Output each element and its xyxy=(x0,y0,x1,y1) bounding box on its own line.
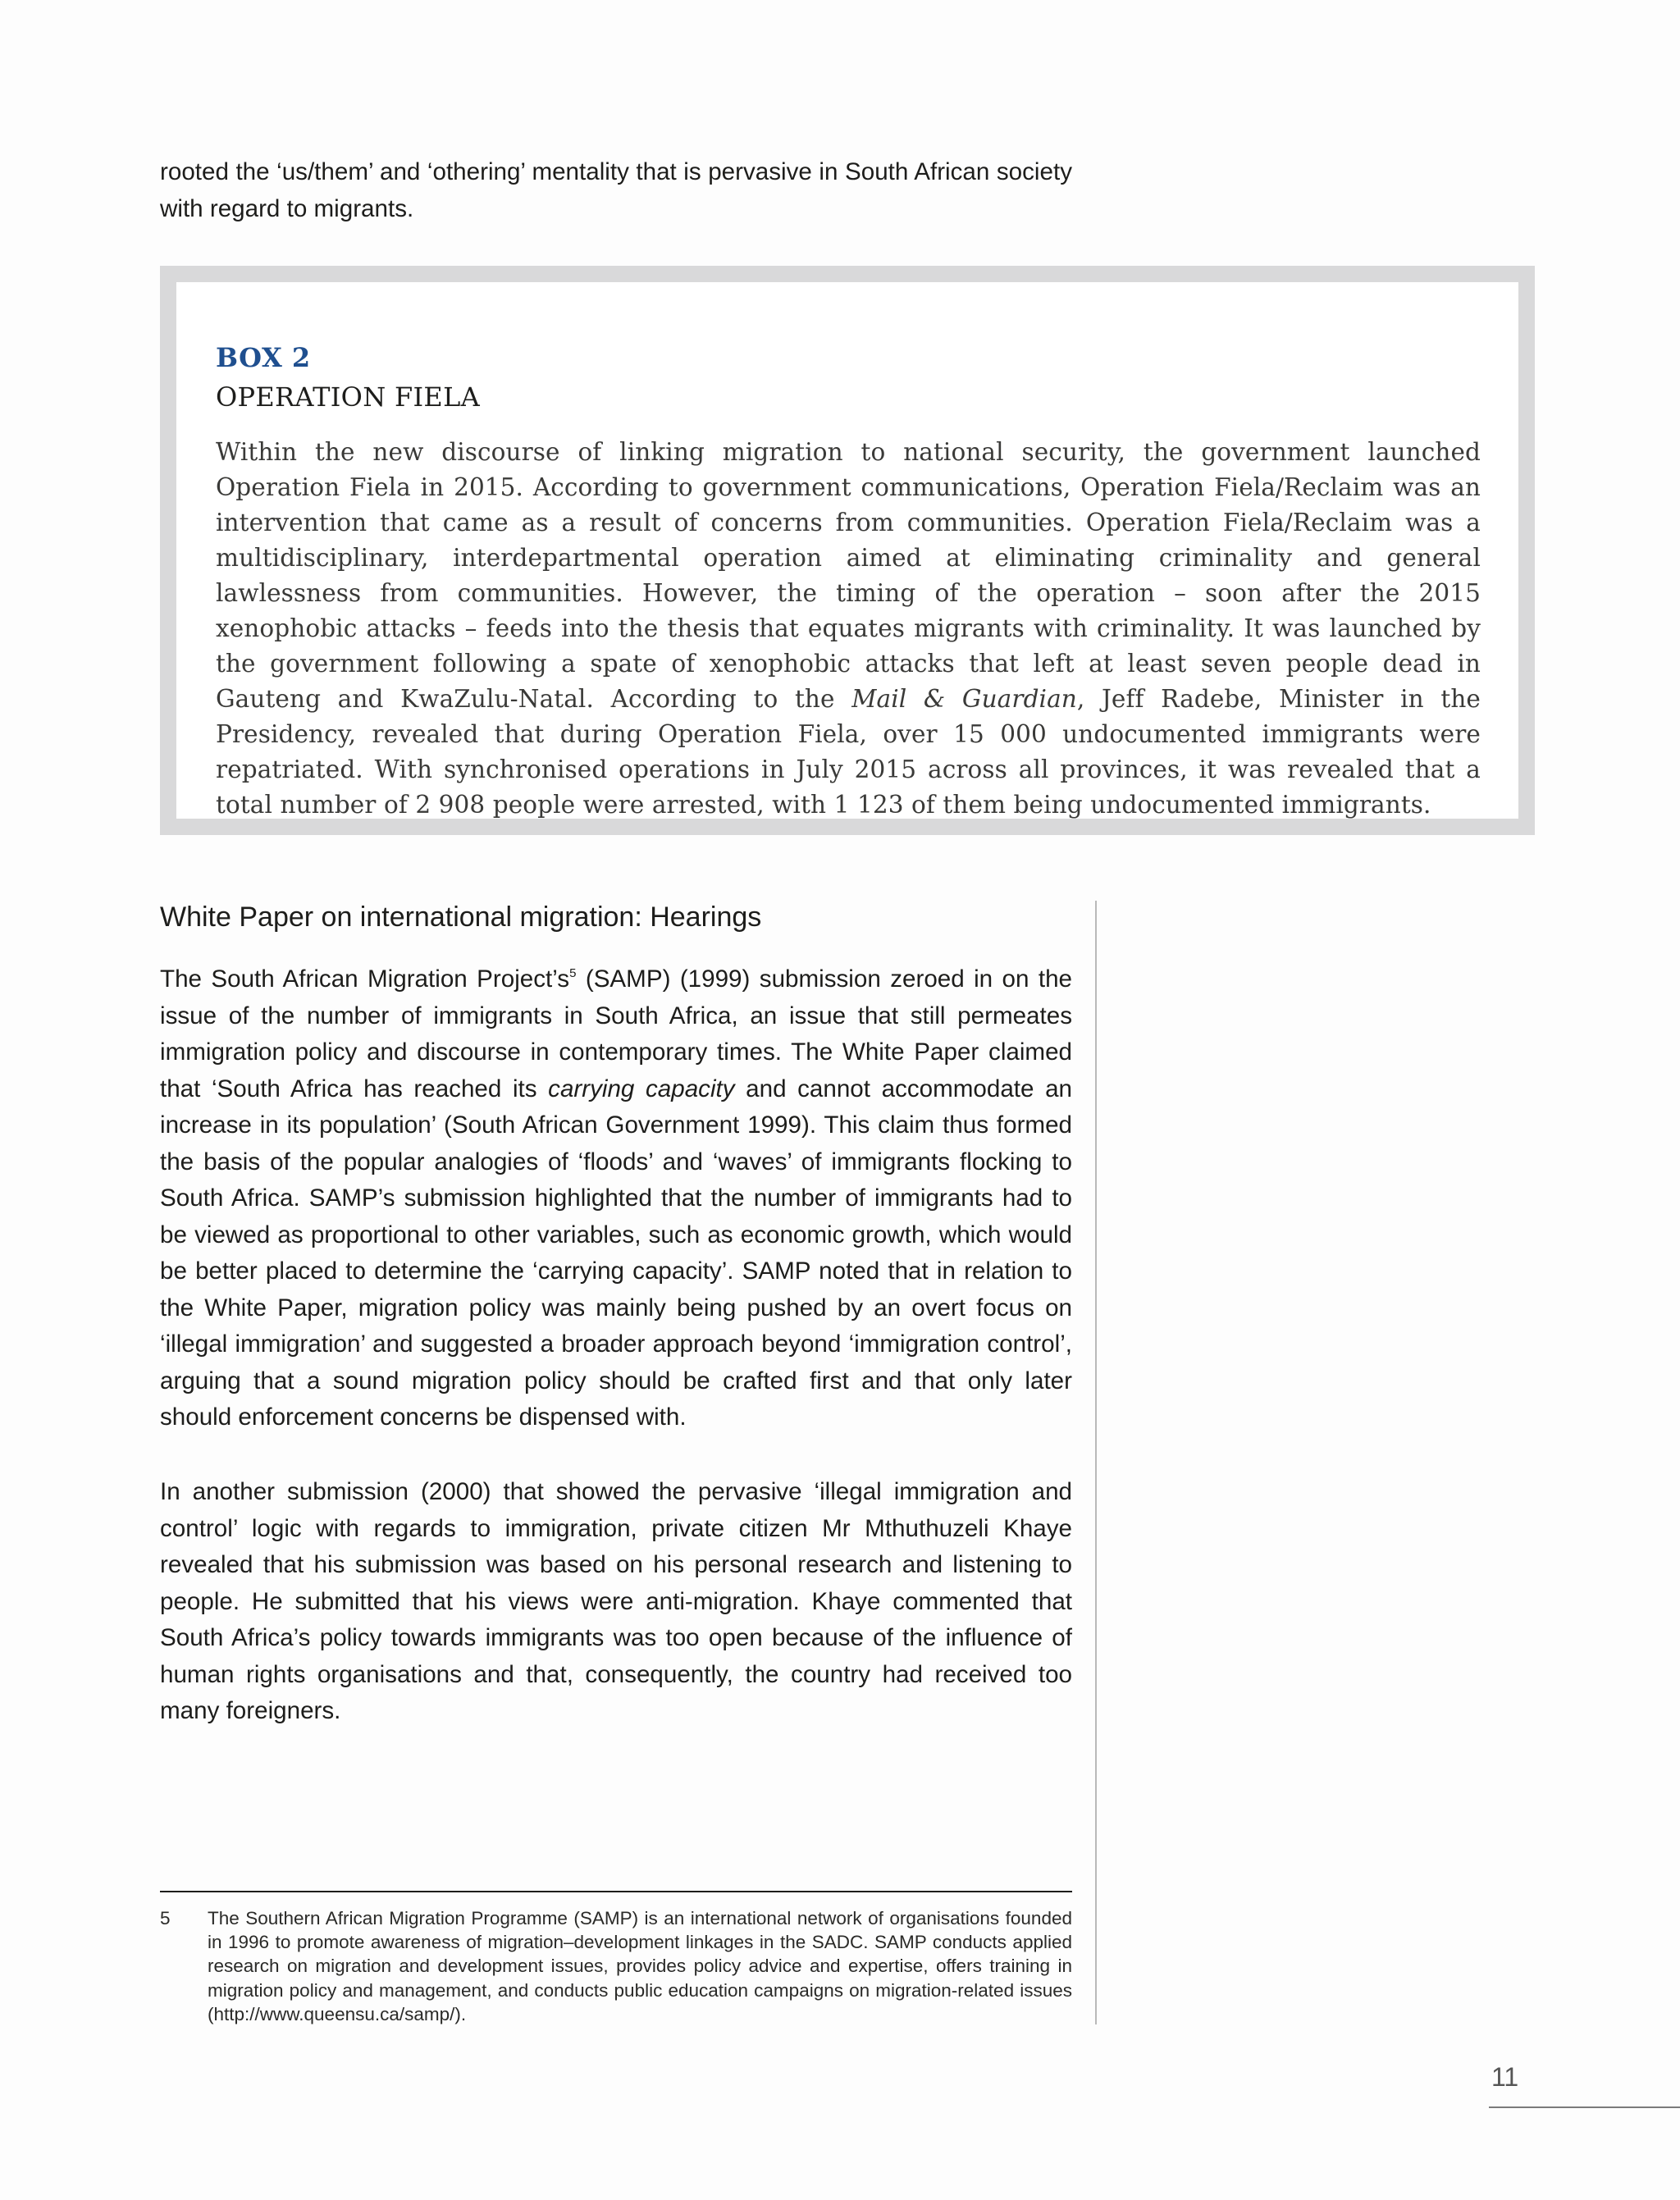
footnote-number: 5 xyxy=(160,1908,171,1928)
box-2-content xyxy=(176,282,1518,819)
footnote xyxy=(160,1906,1072,2026)
box-body-text xyxy=(216,435,1481,823)
para1-part-a: The South African Migration Project’s xyxy=(160,965,570,993)
box-title: OPERATION FIELA xyxy=(216,381,481,413)
box-2-panel xyxy=(160,266,1535,835)
page-number: 11 xyxy=(1491,2062,1519,2092)
box-body-part-2: , Jeff Radebe, Minister in the Presidency, revealed that during Operation Fiela, over 15 000 undocumented immigrants were repatriated. With synchronised operations in July 2015 across all provinces, it was revealed that a total number of 2 908 people were arrested, with 1 123 of them being undocumented immigrants. xyxy=(216,685,1481,819)
footnote-text: The Southern African Migration Programme (SAMP) is an international network of organisations founded in 1996 to promote awareness of migration–development linkages in the SADC. SAMP conducts applied research on migration and development issues, provides policy advice and expertise, offers training in migration policy and management, and conducts public education campaigns on migration-related issues (http://www.queensu.ca/samp/). xyxy=(208,1908,1072,2024)
section-heading: White Paper on international migration: Hearings xyxy=(160,901,762,933)
para1-italic-term: carrying capacity xyxy=(548,1075,735,1102)
column-divider xyxy=(1095,901,1097,2024)
para1-part-c: and cannot accommodate an increase in its population’ (South African Government 1999). This claim thus formed the basis of the popular analogies of ‘floods’ and ‘waves’ of immigrants flocking to South Africa. SAMP’s submission highlighted that the number of immigrants had to be viewed as proportional to other variables, such as economic growth, which would be better placed to determine the ‘carrying capacity’. SAMP noted that in relation to the White Paper, migration policy was mainly being pushed by an overt focus on ‘illegal immigration’ and suggested a broader approach beyond ‘immigration control’, arguing that a sound migration policy should be crafted first and that only later should enforcement concerns be dispensed with. xyxy=(160,1075,1072,1431)
footnote-divider xyxy=(160,1891,1072,1892)
body-paragraph-1 xyxy=(160,961,1072,1436)
box-label: BOX 2 xyxy=(216,342,311,373)
body-paragraph-2: In another submission (2000) that showed the pervasive ‘illegal immigration and control’ logic with regards to immigration, private citizen Mr Mthuthuzeli Khaye revealed that his submission was based on his personal research and listening to people. He submitted that his views were anti-migration. Khaye commented that South Africa’s policy towards immigrants was too open because of the influence of human rights organisations and that, consequently, the country had received too many foreigners. xyxy=(160,1478,1072,1724)
box-body-italic-publication: Mail & Guardian xyxy=(851,685,1077,713)
para1-part-b: (SAMP) (1999) submission zeroed in on the issue of the number of immigrants in South Africa, an issue that still permeates immigration policy and discourse in contemporary times. The White Paper claimed that ‘South Africa has reached its xyxy=(160,965,1073,1102)
intro-paragraph: rooted the ‘us/them’ and ‘othering’ mentality that is pervasive in South African society with regard to migrants. xyxy=(160,158,1072,222)
footnote-reference[interactable]: 5 xyxy=(569,966,577,980)
box-body-part-1: Within the new discourse of linking migration to national security, the government launched Operation Fiela in 2015. According to government communications, Operation Fiela/Reclaim was an intervention that came as a result of concerns from communities. Operation Fiela/Reclaim was a multidisciplinary, interdepartmental operation aimed at eliminating criminality and general lawlessness from communities. However, the timing of the operation – soon after the 2015 xenophobic attacks – feeds into the thesis that equates migrants with criminality. It was launched by the government following a spate of xenophobic attacks that left at least seven people dead in Gauteng and KwaZulu-Natal. According to the xyxy=(216,438,1481,713)
page-number-rule xyxy=(1489,2106,1680,2108)
